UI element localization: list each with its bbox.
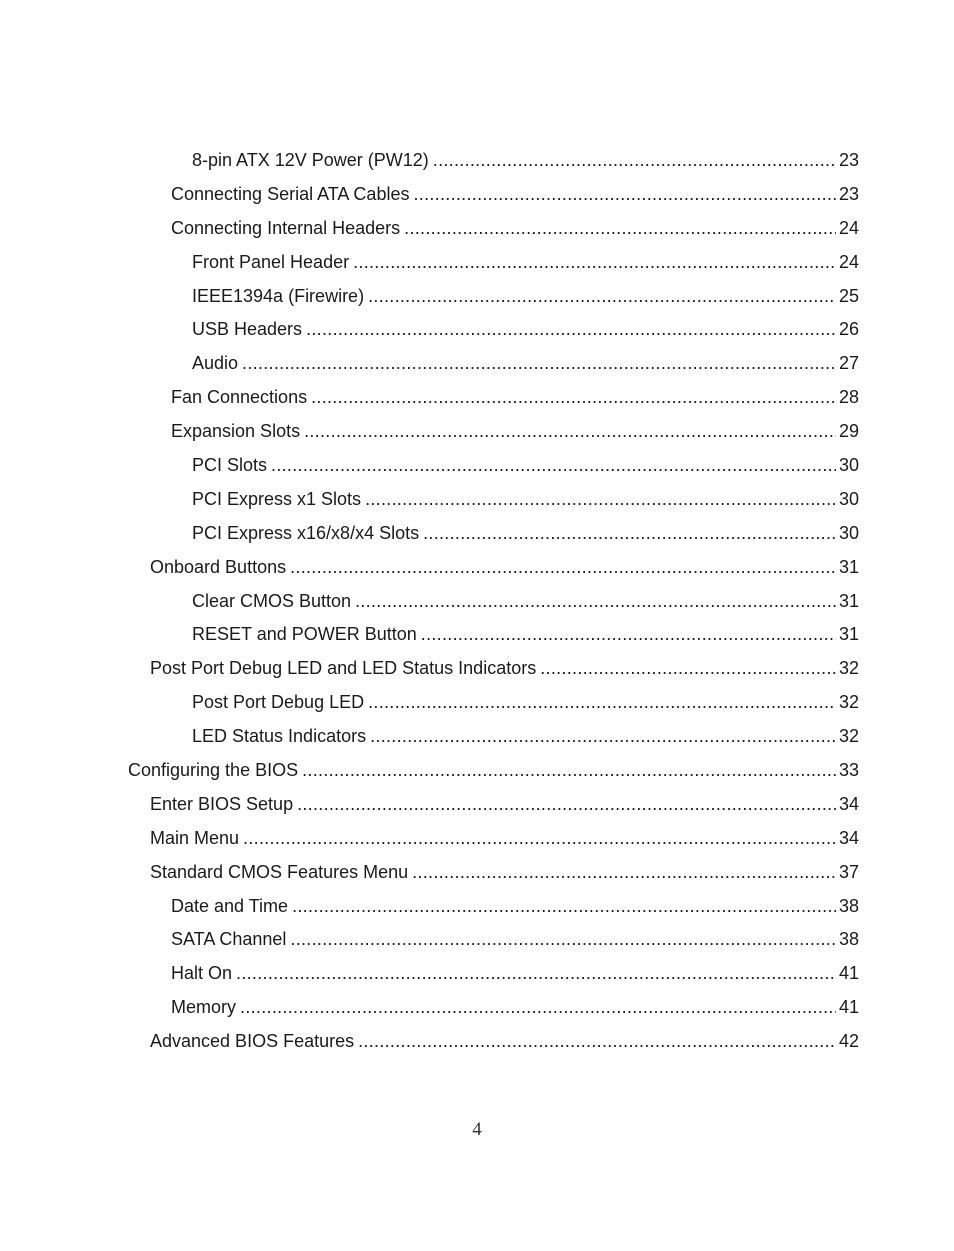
toc-entry-title: Enter BIOS Setup [150, 793, 294, 814]
toc-entry[interactable] [0, 821, 954, 855]
toc-entry-title: USB Headers [192, 319, 303, 340]
toc-entry[interactable] [0, 956, 954, 990]
toc-entry-page: 30 [838, 522, 859, 543]
toc-entry[interactable] [0, 346, 954, 380]
toc-dot-leader [242, 352, 836, 374]
toc-entry-title: Configuring the BIOS [128, 759, 299, 780]
toc-entry-page: 31 [838, 556, 859, 577]
toc-entry[interactable] [0, 448, 954, 482]
toc-entry-page: 32 [838, 726, 859, 747]
toc-dot-leader [404, 217, 836, 239]
toc-dot-leader [292, 895, 836, 917]
toc-entry[interactable] [0, 685, 954, 719]
toc-dot-leader [423, 522, 836, 544]
toc-dot-leader [355, 590, 836, 612]
table-of-contents [0, 143, 954, 1058]
toc-entry[interactable] [0, 177, 954, 211]
toc-entry[interactable] [0, 143, 954, 177]
toc-entry[interactable] [0, 516, 954, 550]
toc-entry-title: Post Port Debug LED [192, 692, 365, 713]
toc-entry[interactable] [0, 279, 954, 313]
toc-entry-title: Audio [192, 353, 239, 374]
toc-dot-leader [421, 623, 836, 645]
toc-entry-page: 23 [838, 183, 859, 204]
toc-dot-leader [540, 657, 836, 679]
toc-entry-title: Main Menu [150, 827, 240, 848]
toc-entry-page: 29 [838, 421, 859, 442]
toc-entry[interactable] [0, 617, 954, 651]
toc-entry[interactable] [0, 482, 954, 516]
toc-entry-title: Post Port Debug LED and LED Status Indicators [150, 658, 537, 679]
toc-entry-title: Expansion Slots [171, 421, 301, 442]
toc-dot-leader [413, 183, 836, 205]
toc-dot-leader [368, 691, 836, 713]
toc-entry-title: Halt On [171, 963, 233, 984]
toc-entry-page: 24 [838, 217, 859, 238]
toc-entry-page: 42 [838, 1031, 859, 1052]
toc-entry[interactable] [0, 787, 954, 821]
toc-entry-title: Standard CMOS Features Menu [150, 861, 409, 882]
toc-entry-title: Date and Time [171, 895, 289, 916]
toc-entry-page: 27 [838, 353, 859, 374]
toc-entry-page: 41 [838, 963, 859, 984]
toc-dot-leader [302, 759, 836, 781]
toc-entry-title: PCI Slots [192, 454, 268, 475]
toc-entry-title: 8-pin ATX 12V Power (PW12) [192, 149, 429, 170]
toc-dot-leader [240, 996, 836, 1018]
toc-dot-leader [243, 827, 836, 849]
toc-dot-leader [370, 725, 836, 747]
toc-entry-title: Clear CMOS Button [192, 590, 352, 611]
toc-entry[interactable] [0, 922, 954, 956]
toc-dot-leader [433, 149, 836, 171]
toc-entry-page: 31 [838, 624, 859, 645]
toc-dot-leader [358, 1030, 836, 1052]
toc-dot-leader [236, 962, 836, 984]
toc-dot-leader [353, 251, 836, 273]
toc-entry[interactable] [0, 719, 954, 753]
toc-entry-page: 23 [838, 149, 859, 170]
toc-entry[interactable] [0, 312, 954, 346]
toc-entry-page: 41 [838, 997, 859, 1018]
toc-dot-leader [368, 285, 836, 307]
toc-entry[interactable] [0, 753, 954, 787]
toc-entry-title: IEEE1394a (Firewire) [192, 285, 365, 306]
toc-dot-leader [297, 793, 836, 815]
page-number: 4 [472, 1119, 482, 1140]
toc-entry-title: PCI Express x16/x8/x4 Slots [192, 522, 420, 543]
toc-dot-leader [412, 861, 836, 883]
toc-entry-page: 30 [838, 488, 859, 509]
toc-entry-title: LED Status Indicators [192, 726, 367, 747]
toc-entry-page: 37 [838, 861, 859, 882]
toc-entry[interactable] [0, 990, 954, 1024]
toc-entry-page: 38 [838, 929, 859, 950]
toc-entry[interactable] [0, 1024, 954, 1058]
toc-entry[interactable] [0, 550, 954, 584]
toc-entry-page: 31 [838, 590, 859, 611]
toc-entry[interactable] [0, 245, 954, 279]
toc-entry-title: Memory [171, 997, 237, 1018]
toc-dot-leader [271, 454, 836, 476]
toc-entry-page: 34 [838, 827, 859, 848]
toc-entry-page: 32 [838, 658, 859, 679]
toc-entry[interactable] [0, 414, 954, 448]
toc-dot-leader [290, 928, 836, 950]
toc-entry-title: Front Panel Header [192, 251, 350, 272]
toc-entry-title: Connecting Internal Headers [171, 217, 401, 238]
toc-dot-leader [311, 386, 836, 408]
toc-entry-title: Onboard Buttons [150, 556, 287, 577]
toc-dot-leader [304, 420, 836, 442]
toc-dot-leader [365, 488, 836, 510]
toc-dot-leader [306, 318, 836, 340]
toc-entry[interactable] [0, 211, 954, 245]
toc-entry-page: 28 [838, 387, 859, 408]
toc-entry[interactable] [0, 889, 954, 923]
toc-entry-title: Fan Connections [171, 387, 308, 408]
toc-entry-title: SATA Channel [171, 929, 287, 950]
toc-entry-page: 38 [838, 895, 859, 916]
toc-entry[interactable] [0, 651, 954, 685]
toc-entry-page: 24 [838, 251, 859, 272]
toc-entry-page: 26 [838, 319, 859, 340]
toc-dot-leader [290, 556, 836, 578]
toc-entry-title: Connecting Serial ATA Cables [171, 183, 410, 204]
toc-entry-title: Advanced BIOS Features [150, 1031, 355, 1052]
toc-entry[interactable] [0, 380, 954, 414]
toc-entry-page: 33 [838, 759, 859, 780]
toc-entry-page: 25 [838, 285, 859, 306]
toc-entry-title: PCI Express x1 Slots [192, 488, 362, 509]
toc-entry-page: 30 [838, 454, 859, 475]
toc-entry[interactable] [0, 855, 954, 889]
toc-entry-page: 32 [838, 692, 859, 713]
toc-entry-page: 34 [838, 793, 859, 814]
toc-entry[interactable] [0, 584, 954, 618]
toc-entry-title: RESET and POWER Button [192, 624, 417, 645]
